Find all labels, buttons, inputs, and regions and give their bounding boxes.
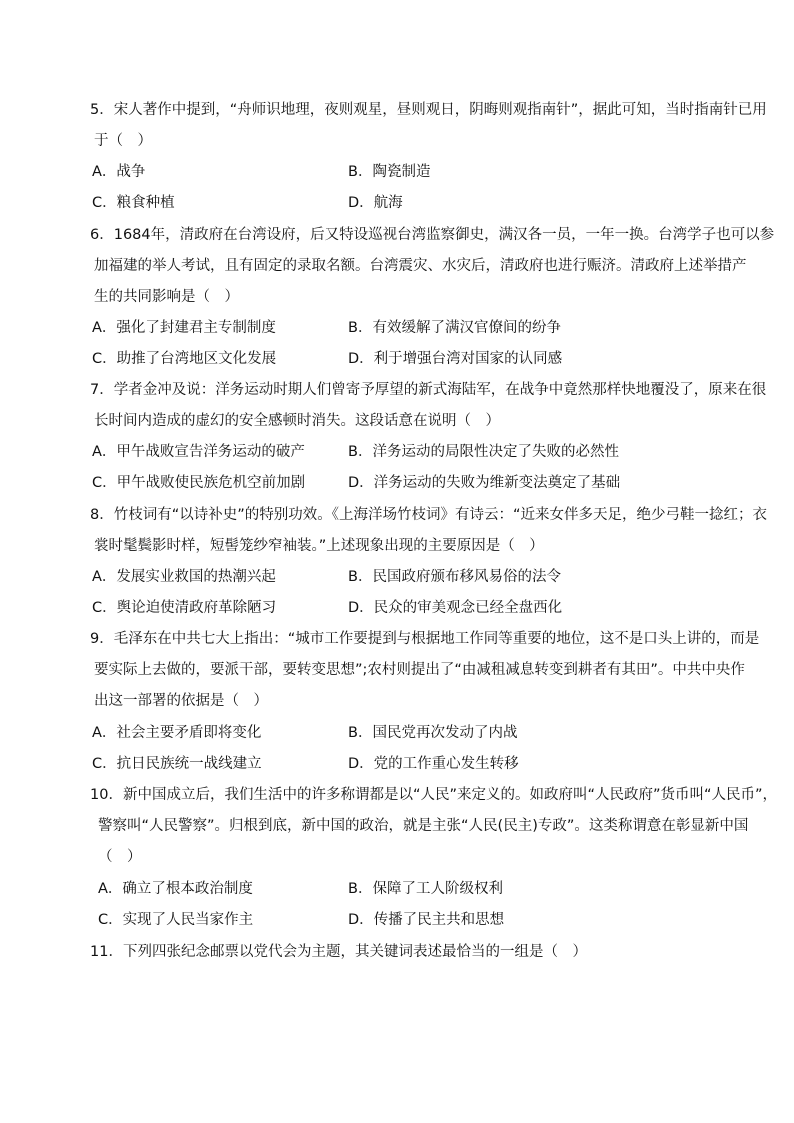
option-c: C．助推了台湾地区文化发展 bbox=[92, 351, 277, 367]
question-5-stem bbox=[90, 95, 767, 157]
option-d: D．利于增强台湾对国家的认同感 bbox=[348, 351, 563, 367]
option-d: D．党的工作重心发生转移 bbox=[348, 756, 519, 772]
stem-line: 10．新中国成立后，我们生活中的许多称谓都是以“人民”来定义的。如政府叫“人民政府”货币叫“人民币”， bbox=[90, 787, 778, 803]
option-d: D．航海 bbox=[348, 195, 403, 211]
option-b: B．有效缓解了满汉官僚间的纷争 bbox=[348, 320, 561, 336]
question-9-stem bbox=[90, 624, 760, 717]
option-c: C．实现了人民当家作主 bbox=[98, 912, 254, 928]
question-5-options bbox=[92, 157, 652, 219]
question-10-options bbox=[98, 874, 658, 936]
option-a: A．社会主要矛盾即将变化 bbox=[92, 725, 262, 741]
option-c: C．抗日民族统一战线建立 bbox=[92, 756, 262, 772]
stem-line: 长时间内造成的虚幻的安全感顿时消失。这段话意在说明（ ） bbox=[94, 413, 500, 429]
option-b: B．国民党再次发动了内战 bbox=[348, 725, 518, 741]
option-a: A．甲午战败宣告洋务运动的破产 bbox=[92, 444, 305, 460]
option-d: D．洋务运动的失败为维新变法奠定了基础 bbox=[348, 475, 621, 491]
question-11-stem bbox=[90, 937, 725, 968]
stem-line: 8．竹枝词有“以诗补史”的特别功效。《上海洋场竹枝词》有诗云：“近来女伴多天足，绝少弓鞋一捻红；衣 bbox=[90, 507, 768, 523]
question-9-options bbox=[92, 718, 652, 780]
question-6-stem bbox=[90, 220, 775, 313]
question-8-stem bbox=[90, 500, 768, 562]
stem-line: 警察叫“人民警察”。归根到底，新中国的政治，就是主张“人民(民主)专政”。这类称谓意在彰显新中国 bbox=[98, 818, 749, 834]
stem-line: 11．下列四张纪念邮票以党代会为主题，其关键词表述最恰当的一组是（ ） bbox=[90, 944, 587, 960]
option-d: D．民众的审美观念已经全盘西化 bbox=[348, 600, 563, 616]
option-a: A．战争 bbox=[92, 164, 146, 180]
question-7-options bbox=[92, 437, 652, 499]
stem-line: 出这一部署的依据是（ ） bbox=[94, 693, 268, 709]
stem-line: 9．毛泽东在中共七大上指出：“城市工作要提到与根据地工作同等重要的地位，这不是口头上讲的，而是 bbox=[90, 631, 760, 647]
stem-line: 5．宋人著作中提到，“舟师识地理，夜则观星，昼则观日，阴晦则观指南针”，据此可知，当时指南针已用 bbox=[90, 102, 767, 118]
option-c: C．粮食种植 bbox=[92, 195, 175, 211]
question-7-stem bbox=[90, 375, 767, 437]
option-b: B．陶瓷制造 bbox=[348, 164, 431, 180]
option-b: B．洋务运动的局限性决定了失败的必然性 bbox=[348, 444, 619, 460]
stem-line: （ ） bbox=[98, 849, 142, 865]
option-b: B．民国政府颁布移风易俗的法令 bbox=[348, 569, 561, 585]
stem-line: 6．1684年，清政府在台湾设府，后又特设巡视台湾监察御史，满汉各一员，一年一换。台湾学子也可以参 bbox=[90, 227, 775, 243]
question-8-options bbox=[92, 562, 652, 624]
stem-line: 要实际上去做的，要派干部，要转变思想”;农村则提出了“由减租减息转变到耕者有其田”。中共中央作 bbox=[94, 662, 745, 678]
option-a: A．强化了封建君主专制制度 bbox=[92, 320, 276, 336]
option-b: B．保障了工人阶级权利 bbox=[348, 881, 503, 897]
question-6-options bbox=[92, 313, 652, 375]
stem-line: 7．学者金冲及说：洋务运动时期人们曾寄予厚望的新式海陆军，在战争中竟然那样快地覆没了，原来在很 bbox=[90, 382, 767, 398]
option-c: C．舆论迫使清政府革除陋习 bbox=[92, 600, 277, 616]
option-d: D．传播了民主共和思想 bbox=[348, 912, 505, 928]
option-a: A．确立了根本政治制度 bbox=[98, 881, 253, 897]
stem-line: 于（ ） bbox=[94, 133, 152, 149]
question-10-stem bbox=[90, 780, 778, 873]
option-a: A．发展实业救国的热潮兴起 bbox=[92, 569, 276, 585]
option-c: C．甲午战败使民族危机空前加剧 bbox=[92, 475, 306, 491]
stem-line: 生的共同影响是（ ） bbox=[94, 289, 239, 305]
stem-line: 加福建的举人考试，且有固定的录取名额。台湾震灾、水灾后，清政府也进行赈济。清政府上述举措产 bbox=[94, 258, 747, 274]
stem-line: 裳时髦鬓影时样，短髻笼纱窄袖装。”上述现象出现的主要原因是（ ） bbox=[94, 538, 544, 554]
